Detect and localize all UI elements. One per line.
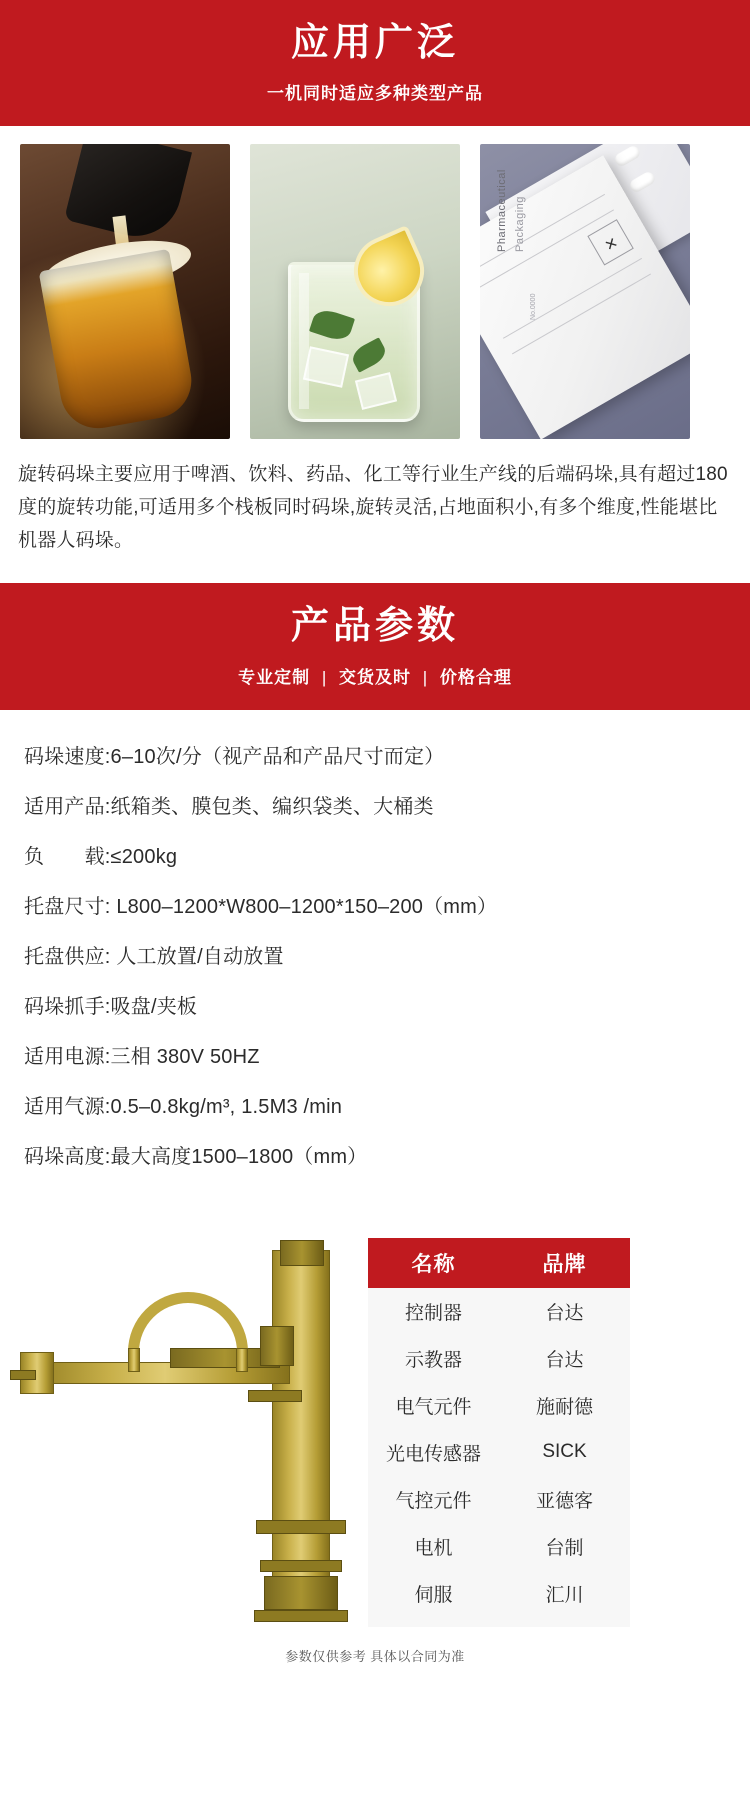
application-banner-title: 应用广泛 — [290, 22, 459, 64]
table-row — [368, 1288, 630, 1335]
table-cell-brand: 台制 — [545, 1537, 584, 1559]
parameter-row: 码垛高度:最大高度1500–1800（mm） — [24, 1145, 368, 1168]
table-cell-brand: SICK — [542, 1441, 587, 1463]
parameters-banner — [0, 583, 750, 709]
parameter-list — [0, 710, 750, 1192]
pharmaceutical-packaging-photo — [480, 144, 690, 439]
banner-sub-item-0: 专业定制 — [238, 667, 311, 687]
parameter-row: 适用气源:0.5–0.8kg/m³, 1.5M3 /min — [24, 1095, 343, 1118]
table-cell-name: 光电传感器 — [385, 1443, 481, 1465]
parameter-row: 适用电源:三相 380V 50HZ — [24, 1045, 260, 1068]
pharma-label-small: No.0000 — [530, 293, 537, 321]
table-cell-name: 电机 — [414, 1537, 453, 1559]
brand-table — [368, 1238, 630, 1627]
table-cell-brand: 台达 — [545, 1349, 584, 1371]
brand-table-header-name: 名称 — [411, 1252, 456, 1276]
banner-sub-item-2: 价格合理 — [439, 667, 512, 687]
application-banner — [0, 0, 750, 126]
table-cell-name: 气控元件 — [395, 1490, 472, 1512]
parameter-row: 适用产品:纸箱类、膜包类、编织袋类、大桶类 — [24, 795, 434, 818]
parameter-row: 码垛速度:6–10次/分（视产品和产品尺寸而定） — [24, 745, 445, 768]
table-row — [368, 1382, 630, 1429]
close-icon: ✕ — [601, 234, 622, 256]
parameter-row: 负 载:≤200kg — [24, 845, 178, 868]
table-cell-name: 伺服 — [414, 1584, 453, 1606]
application-banner-subtitle: 一机同时适应多种类型产品 — [267, 84, 483, 104]
table-cell-name: 电气元件 — [395, 1396, 472, 1418]
parameter-row: 码垛抓手:吸盘/夹板 — [24, 995, 198, 1018]
intro-paragraph: 旋转码垛主要应用于啤酒、饮料、药品、化工等行业生产线的后端码垛,具有超过180度的旋转功能,可适用多个栈板同时码垛,旋转灵活,占地面积小,有多个维度,性能堪比机器人码垛。 — [18, 464, 728, 551]
table-cell-name: 控制器 — [404, 1302, 462, 1324]
beer-tap-shape — [64, 144, 192, 246]
palletizer-machine-illustration — [10, 1230, 362, 1630]
footnote-text: 参数仅供参考 具体以合同为准 — [285, 1648, 465, 1664]
table-cell-brand: 亚德客 — [535, 1490, 593, 1512]
banner-sub-separator: | — [321, 667, 328, 687]
table-cell-name: 示教器 — [404, 1349, 462, 1371]
parameters-banner-subtitle — [0, 663, 750, 688]
table-row — [368, 1570, 630, 1617]
table-row — [368, 1523, 630, 1570]
table-row — [368, 1335, 630, 1382]
beverage-photo — [250, 144, 460, 439]
beer-glass-shape — [39, 249, 198, 434]
brand-table-header — [368, 1238, 630, 1288]
parameter-row: 托盘尺寸: L800–1200*W800–1200*150–200（mm） — [24, 895, 498, 918]
parameters-banner-title: 产品参数 — [290, 605, 459, 648]
banner-sub-item-1: 交货及时 — [339, 667, 411, 687]
table-row — [368, 1476, 630, 1523]
beer-pour-photo — [20, 144, 230, 439]
brand-table-header-brand: 品牌 — [542, 1252, 587, 1276]
table-cell-brand: 汇川 — [545, 1584, 584, 1606]
table-cell-brand: 施耐德 — [535, 1396, 593, 1418]
parameter-row: 托盘供应: 人工放置/自动放置 — [24, 945, 284, 968]
pharma-label-line2: Packaging — [514, 196, 526, 253]
application-photo-row — [0, 126, 750, 439]
bottom-section — [0, 1192, 750, 1630]
pharma-label-line1: Pharmaceutical — [496, 169, 508, 253]
table-cell-brand: 台达 — [545, 1302, 584, 1324]
table-row — [368, 1429, 630, 1476]
banner-sub-separator: | — [422, 667, 429, 687]
